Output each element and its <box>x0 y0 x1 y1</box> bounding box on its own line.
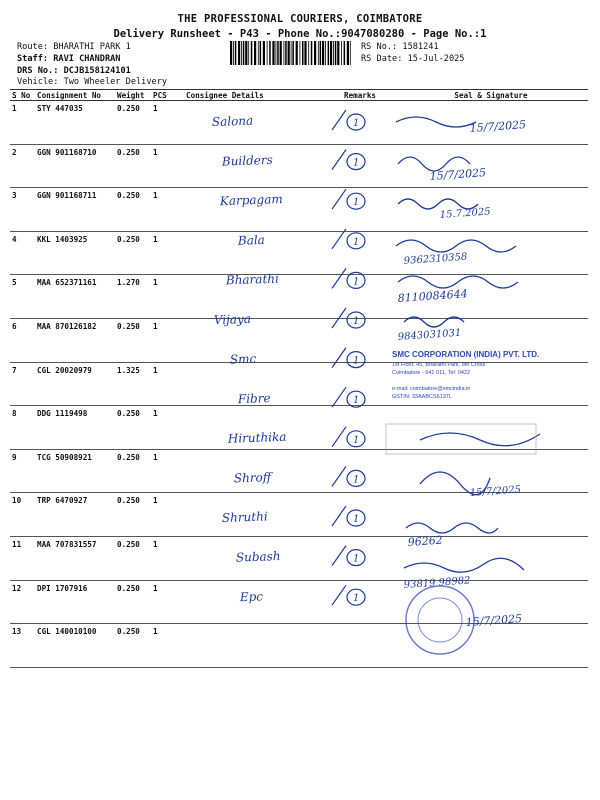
barcode-bar <box>280 41 282 65</box>
cell-weight: 0.250 <box>115 406 151 450</box>
cell-signature <box>394 449 588 493</box>
col-consignee: Consignee Details <box>184 90 342 101</box>
cell-consignment-no: KKL 1403925 <box>35 231 115 275</box>
cell-consignment-no: MAA 652371161 <box>35 275 115 319</box>
cell-pcs: 1 <box>151 318 184 362</box>
company-title: THE PROFESSIONAL COURIERS, COIMBATORE <box>177 13 423 25</box>
cell-consignment-no: TRP 6470927 <box>35 493 115 537</box>
cell-signature <box>394 624 588 668</box>
cell-weight: 0.250 <box>115 493 151 537</box>
barcode-bar <box>263 41 265 65</box>
cell-remarks <box>342 536 394 580</box>
rs-date: RS Date: 15-Jul-2025 <box>361 54 465 64</box>
barcode-bar <box>344 41 346 65</box>
barcode-bar <box>243 41 245 65</box>
stamp-line: GSTIN: 33AABCS6137L <box>392 394 452 400</box>
remark-mark: 1 <box>353 355 360 367</box>
table-row <box>10 362 588 406</box>
consignee-handwriting: Vijaya <box>213 311 252 327</box>
remark-mark: 1 <box>353 474 360 486</box>
barcode-bar <box>284 41 285 65</box>
cell-sno: 6 <box>10 318 35 362</box>
cell-remarks <box>342 362 394 406</box>
cell-remarks <box>342 406 394 450</box>
cell-weight: 0.250 <box>115 449 151 493</box>
barcode-bar <box>272 41 274 65</box>
cell-sno: 7 <box>10 362 35 406</box>
cell-signature <box>394 580 588 624</box>
cell-sno: 9 <box>10 449 35 493</box>
remark-mark: 1 <box>353 553 360 565</box>
barcode-bar <box>254 41 256 65</box>
barcode-bar <box>333 41 334 65</box>
stamp-line: e-mail: coimbatore@smcindia.in <box>392 386 471 392</box>
barcode-bar <box>267 41 268 65</box>
cell-signature <box>394 144 588 188</box>
cell-sno: 1 <box>10 101 35 145</box>
col-weight: Weight <box>115 90 151 101</box>
cell-remarks <box>342 580 394 624</box>
cell-signature <box>394 101 588 145</box>
cell-consignee <box>184 406 342 450</box>
consignee-handwriting: Subash <box>235 549 281 565</box>
consignee-handwriting: Builders <box>221 152 273 169</box>
cell-consignment-no: CGL 20020979 <box>35 362 115 406</box>
barcode-bar <box>245 41 247 65</box>
barcode-bar <box>308 41 309 65</box>
barcode-bar <box>325 41 326 65</box>
signature-row3: 15.7.2025 <box>439 206 491 221</box>
table-row <box>10 449 588 493</box>
cell-remarks <box>342 101 394 145</box>
cell-consignment-no: STY 447035 <box>35 101 115 145</box>
col-sno: S No <box>10 90 35 101</box>
cell-consignment-no: MAA 707831557 <box>35 536 115 580</box>
cell-pcs: 1 <box>151 406 184 450</box>
signature-row2: 15/7/2025 <box>429 166 487 183</box>
barcode-bar <box>314 41 316 65</box>
stamp-title: SMC CORPORATION (INDIA) PVT. LTD. <box>392 350 540 359</box>
barcode-bar <box>235 41 237 65</box>
barcode-bar <box>230 41 232 65</box>
barcode-bar <box>276 41 277 65</box>
cell-weight: 0.250 <box>115 144 151 188</box>
cell-consignment-no: CGL 140010100 <box>35 624 115 668</box>
barcode-bar <box>248 41 249 65</box>
consignee-handwriting: Epc <box>239 589 264 605</box>
remark-mark: 1 <box>353 276 360 288</box>
barcode-bar <box>320 41 322 65</box>
signature-row1: 15/7/2025 <box>469 118 527 135</box>
cell-consignment-no: DDG 1119498 <box>35 406 115 450</box>
rs-number: RS No.: 1581241 <box>361 42 439 52</box>
runsheet-table <box>10 89 588 668</box>
barcode-bar <box>292 41 294 65</box>
barcode-bar <box>318 41 319 65</box>
remark-mark: 1 <box>353 236 360 248</box>
cell-pcs: 1 <box>151 580 184 624</box>
cell-weight: 1.325 <box>115 362 151 406</box>
cell-sno: 11 <box>10 536 35 580</box>
barcode-bar <box>277 41 279 65</box>
cell-weight: 0.250 <box>115 231 151 275</box>
cell-consignee <box>184 275 342 319</box>
barcode-bar <box>300 41 301 65</box>
barcode-bar <box>337 41 339 65</box>
barcode-bar <box>285 41 287 65</box>
cell-remarks <box>342 275 394 319</box>
signature-row6: 9843031031 <box>397 327 462 343</box>
barcode-bar <box>347 41 349 65</box>
cell-pcs: 1 <box>151 231 184 275</box>
table-row <box>10 101 588 145</box>
barcode-bar <box>251 41 253 65</box>
table-row <box>10 624 588 668</box>
cell-consignment-no: MAA 870126182 <box>35 318 115 362</box>
cell-signature <box>394 493 588 537</box>
cell-weight: 1.270 <box>115 275 151 319</box>
remark-mark: 1 <box>353 118 360 129</box>
cell-pcs: 1 <box>151 624 184 668</box>
cell-consignee <box>184 624 342 668</box>
remark-mark: 1 <box>353 316 360 327</box>
cell-sno: 8 <box>10 406 35 450</box>
table-header-row <box>10 90 588 101</box>
consignee-handwriting: Shroff <box>233 470 272 486</box>
barcode-bar <box>288 41 290 65</box>
barcode-bar <box>302 41 304 65</box>
runsheet-title: Delivery Runsheet - P43 - Phone No.:9047080280 - Page No.:1 <box>113 28 487 40</box>
cell-remarks <box>342 449 394 493</box>
table-row <box>10 144 588 188</box>
consignee-handwriting: Bala <box>237 232 266 248</box>
cell-consignee <box>184 101 342 145</box>
cell-sno: 12 <box>10 580 35 624</box>
stamp-line: 1st Floor, 45, Bharathi Park, 8th Cross <box>392 362 486 368</box>
barcode-bar <box>335 41 337 65</box>
barcode-bar <box>296 41 298 65</box>
cell-signature <box>394 275 588 319</box>
cell-consignee <box>184 144 342 188</box>
cell-consignment-no: TCG 50908921 <box>35 449 115 493</box>
staff-label: Staff: RAVI CHANDRAN <box>17 54 121 64</box>
signature-row5: 8110084644 <box>397 287 469 305</box>
table-row <box>10 406 588 450</box>
remark-mark: 1 <box>353 157 360 169</box>
drs-number: DRS No.: DCJB158124101 <box>17 66 131 76</box>
col-remarks: Remarks <box>342 90 394 101</box>
col-signature: Seal & Signature <box>394 90 588 101</box>
cell-consignee <box>184 231 342 275</box>
cell-consignment-no: GGN 901168710 <box>35 144 115 188</box>
cell-sno: 10 <box>10 493 35 537</box>
route-label: Route: BHARATHI PARK 1 <box>17 42 131 52</box>
cell-remarks <box>342 144 394 188</box>
cell-weight: 0.250 <box>115 101 151 145</box>
cell-consignment-no: DPI 1707916 <box>35 580 115 624</box>
barcode-bar <box>260 41 262 65</box>
col-pcs: PCS <box>151 90 184 101</box>
remark-mark: 1 <box>353 395 360 407</box>
barcode-bar <box>311 41 313 65</box>
cell-consignee <box>184 493 342 537</box>
signature-row12: 93819 98982 <box>403 575 471 591</box>
barcode-bar <box>304 41 306 65</box>
cell-remarks <box>342 493 394 537</box>
remark-mark: 1 <box>353 197 360 209</box>
cell-signature <box>394 188 588 232</box>
cell-pcs: 1 <box>151 362 184 406</box>
barcode-bar <box>330 41 332 65</box>
barcode-bar <box>238 41 240 65</box>
barcode-bar <box>328 41 330 65</box>
cell-sno: 2 <box>10 144 35 188</box>
cell-consignment-no: GGN 901168711 <box>35 188 115 232</box>
cell-sno: 3 <box>10 188 35 232</box>
cell-consignee <box>184 449 342 493</box>
cell-consignee <box>184 362 342 406</box>
col-consignment: Consignment No <box>35 90 115 101</box>
cell-signature <box>394 533 588 580</box>
table-row <box>10 536 588 580</box>
cell-consignee <box>184 536 342 580</box>
cell-consignee <box>184 318 342 362</box>
consignee-handwriting: Fibre <box>237 391 271 407</box>
cell-remarks <box>342 188 394 232</box>
cell-remarks <box>342 318 394 362</box>
consignee-handwriting: Smc <box>229 351 257 367</box>
cell-weight: 0.250 <box>115 318 151 362</box>
cell-pcs: 1 <box>151 144 184 188</box>
stamp-line: Coimbatore - 641 011, Tel: 0422 <box>392 370 471 376</box>
barcode-bar <box>241 41 242 65</box>
cell-consignee <box>184 580 342 624</box>
cell-sno: 4 <box>10 231 35 275</box>
table-row <box>10 580 588 624</box>
signature-row4: 9362310358 <box>403 251 468 267</box>
barcode-bar <box>291 41 292 65</box>
cell-weight: 0.250 <box>115 536 151 580</box>
barcode-bar <box>233 41 234 65</box>
table-row <box>10 188 588 232</box>
cell-pcs: 1 <box>151 275 184 319</box>
table-row <box>10 493 588 537</box>
cell-pcs: 1 <box>151 493 184 537</box>
consignee-handwriting: Shruthi <box>221 509 268 525</box>
cell-pcs: 1 <box>151 536 184 580</box>
signature-row10: 15/7/2025 <box>469 484 522 499</box>
cell-weight: 0.250 <box>115 580 151 624</box>
signature-row11: 96262 <box>407 533 444 549</box>
cell-weight: 0.250 <box>115 624 151 668</box>
cell-remarks <box>342 624 394 668</box>
cell-weight: 0.250 <box>115 188 151 232</box>
barcode-bar <box>258 41 259 65</box>
cell-signature <box>394 231 588 275</box>
cell-pcs: 1 <box>151 101 184 145</box>
cell-sno: 13 <box>10 624 35 668</box>
consignee-handwriting: Bharathi <box>225 271 280 288</box>
barcode <box>230 41 354 65</box>
remark-mark: 1 <box>353 434 360 446</box>
signature-row13: 15/7/2025 <box>465 612 523 629</box>
barcode-bar <box>341 41 342 65</box>
remark-mark: 1 <box>353 593 360 605</box>
barcode-bar <box>350 41 351 65</box>
barcode-bar <box>322 41 324 65</box>
cell-pcs: 1 <box>151 449 184 493</box>
barcode-bar <box>269 41 271 65</box>
remark-mark: 1 <box>353 514 360 525</box>
consignee-handwriting: Hiruthika <box>227 429 287 446</box>
vehicle-label: Vehicle: Two Wheeler Delivery <box>17 77 168 87</box>
cell-sno: 5 <box>10 275 35 319</box>
cell-remarks <box>342 231 394 275</box>
cell-signature <box>394 406 588 450</box>
cell-consignee <box>184 188 342 232</box>
table-row <box>10 275 588 319</box>
table-row <box>10 231 588 275</box>
consignee-handwriting: Salona <box>211 113 254 129</box>
cell-pcs: 1 <box>151 188 184 232</box>
consignee-handwriting: Karpagam <box>219 192 283 209</box>
